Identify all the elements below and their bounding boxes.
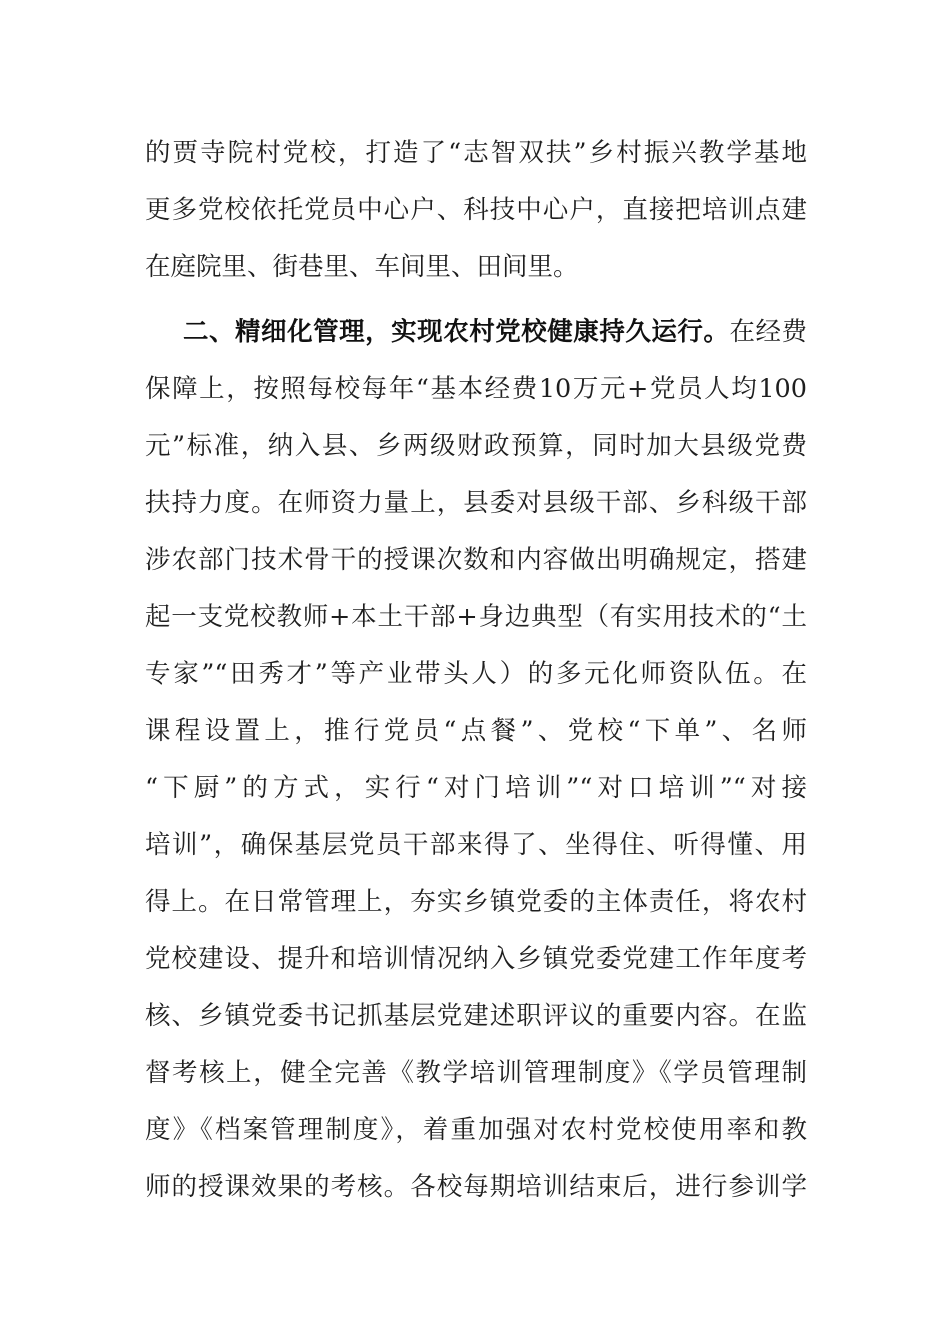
section-heading: 二、精细化管理，实现农村党校健康持久运行。 [183,317,730,347]
text-line-6 [145,426,807,466]
text-span-19: 师的授课效果的考核。各校每期培训结束后，进行参训学 [145,1172,807,1202]
text-line-19 [145,1167,807,1207]
text-span-17: 督考核上，健全完善《教学培训管理制度》《学员管理制 [145,1058,807,1088]
text-line-18 [145,1110,807,1150]
text-line-13 [145,825,807,865]
text-span-12: “下厨”的方式，实行“对门培训”“对口培训”“对接 [145,773,807,803]
text-line-8 [145,540,807,580]
text-span-2: 更多党校依托党员中心户、科技中心户，直接把培训点建 [145,195,807,225]
text-line-7 [145,483,807,523]
text-span-7: 扶持力度。在师资力量上，县委对县级干部、乡科级干部 [145,488,807,518]
text-line-5 [145,369,807,409]
text-span-16: 核、乡镇党委书记抓基层党建述职评议的重要内容。在监 [145,1001,807,1031]
text-line-10 [145,654,807,694]
text-span-18: 度》《档案管理制度》，着重加强对农村党校使用率和教 [145,1115,807,1145]
text-span-10: 专家”“田秀才”等产业带头人）的多元化师资队伍。在 [145,659,807,689]
text-line-11 [145,711,807,751]
text-span-15: 党校建设、提升和培训情况纳入乡镇党委党建工作年度考 [145,944,807,974]
text-line-17 [145,1053,807,1093]
text-line-2 [145,190,807,230]
text-line-15 [145,939,807,979]
text-span-14: 得上。在日常管理上，夯实乡镇党委的主体责任，将农村 [145,887,807,917]
text-line-12 [145,768,807,808]
text-span-4: 在经费 [729,317,807,347]
text-line-9 [145,597,807,637]
text-span-3: 在庭院里、街巷里、车间里、田间里。 [145,252,579,282]
text-line-3 [145,247,807,287]
text-span-5: 保障上，按照每校每年“基本经费10万元+党员人均100 [145,374,807,404]
text-span-6: 元”标准，纳入县、乡两级财政预算，同时加大县级党费 [145,431,807,461]
text-span-1: 的贾寺院村党校，打造了“志智双扶”乡村振兴教学基地 [145,138,807,168]
text-line-1 [145,133,807,173]
text-line-16 [145,996,807,1036]
text-span-8: 涉农部门技术骨干的授课次数和内容做出明确规定，搭建 [145,545,807,575]
section-heading-line [183,312,807,352]
text-span-9: 起一支党校教师+本土干部+身边典型（有实用技术的“土 [145,602,807,632]
text-span-11: 课程设置上，推行党员“点餐”、党校“下单”、名师 [145,716,807,746]
text-line-14 [145,882,807,922]
text-span-13: 培训”，确保基层党员干部来得了、坐得住、听得懂、用 [145,830,807,860]
